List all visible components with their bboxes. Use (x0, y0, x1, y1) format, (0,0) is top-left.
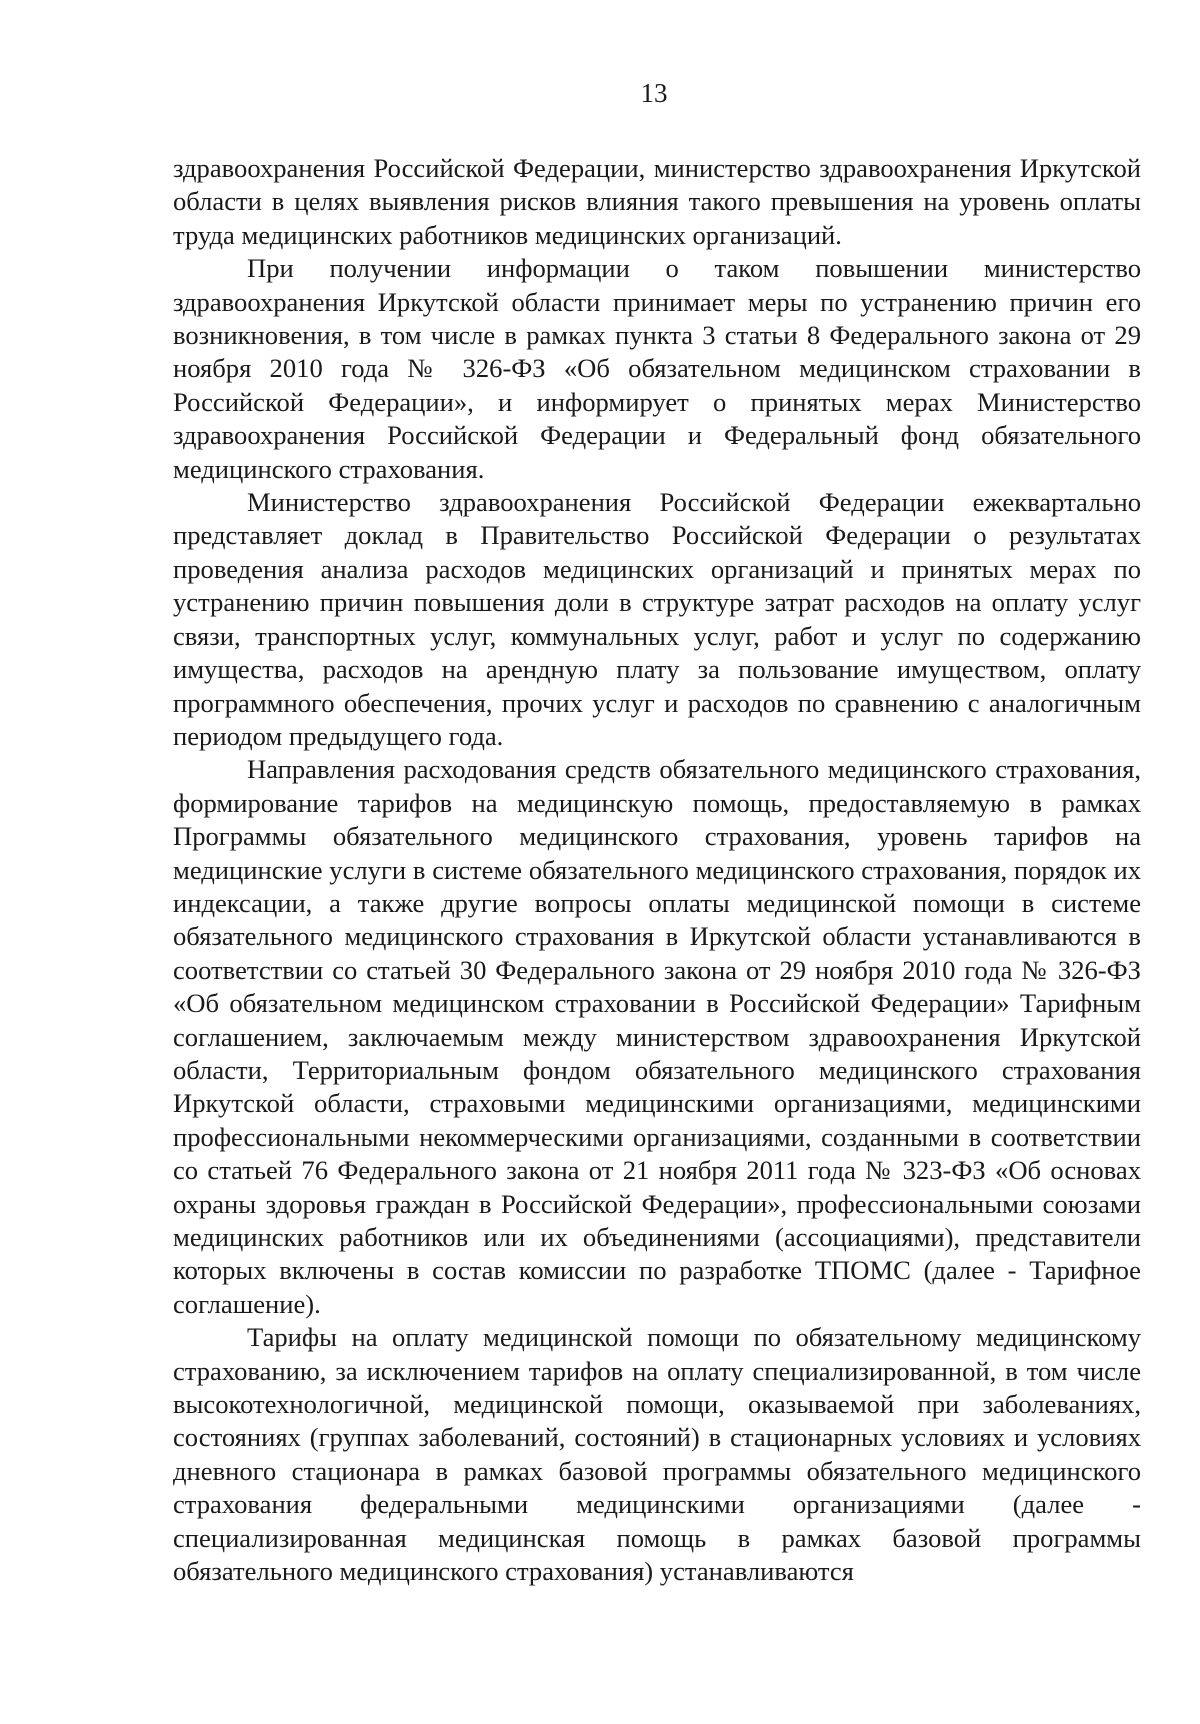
page-number: 13 (640, 78, 668, 108)
document-body (173, 152, 1141, 1588)
paragraph-quarterly-report: Министерство здравоохранения Российской Федерации ежеквартально представляет доклад в Правительство Российской Федерации о результатах проведения анализа расходов медицинских организаций и принятых мерах по устранению причин повышения доли в структуре затрат расходов на оплату услуг связи, транспортных услуг, коммунальных услуг, работ и услуг по содержанию имущества, расходов на арендную плату за пользование имуществом, оплату программного обеспечения, прочих услуг и расходов по сравнению с аналогичным периодом предыдущего года. (173, 487, 1141, 751)
paragraph-ministry-measures: При получении информации о таком повышении министерство здравоохранения Иркутской области принимает меры по устранению причин его возникновения, в том числе в рамках пункта 3 статьи 8 Федерального закона от 29 ноября 2010 года № 326-ФЗ «Об обязательном медицинском страховании в Российской Федерации», и информирует о принятых мерах Министерство здравоохранения Российской Федерации и Федеральный фонд обязательного медицинского страхования. (173, 253, 1141, 484)
paragraph-continuation: здравоохранения Российской Федерации, министерство здравоохранения Иркутской области в целях выявления рисков влияния такого превышения на уровень оплаты труда медицинских работников медицинских организаций. (173, 153, 1141, 250)
paragraph-tariff-agreement: Направления расходования средств обязательного медицинского страхования, формирование тарифов на медицинскую помощь, предоставляемую в рамках Программы обязательного медицинского страхования, уровень тарифов на медицинские услуги в системе обязательного медицинского страхования, порядок их индексации, а также другие вопросы оплаты медицинской помощи в системе обязательного медицинского страхования в Иркутской области устанавливаются в соответствии со статьей 30 Федерального закона от 29 ноября 2010 года № 326-ФЗ «Об обязательном медицинском страховании в Российской Федерации» Тарифным соглашением, заключаемым между министерством здравоохранения Иркутской области, Территориальным фондом обязательного медицинского страхования Иркутской области, страховыми медицинскими организациями, медицинскими профессиональными некоммерческими организациями, созданными в соответствии со статьей 76 Федерального закона от 21 ноября 2011 года № 323-ФЗ «Об основах охраны здоровья граждан в Российской Федерации», профессиональными союзами медицинских работников или их объединениями (ассоциациями), представители которых включены в состав комиссии по разработке ТПОМС (далее - Тарифное соглашение). (173, 754, 1141, 1319)
paragraph-tariffs: Тарифы на оплату медицинской помощи по обязательному медицинскому страхованию, за исключением тарифов на оплату специализированной, в том числе высокотехнологичной, медицинской помощи, оказываемой при заболеваниях, состояниях (группах заболеваний, состояний) в стационарных условиях и условиях дневного стационара в рамках базовой программы обязательного медицинского страхования федеральными медицинскими организациями (далее - специализированная медицинская помощь в рамках базовой программы обязательного медицинского страхования) устанавливаются (173, 1322, 1141, 1587)
